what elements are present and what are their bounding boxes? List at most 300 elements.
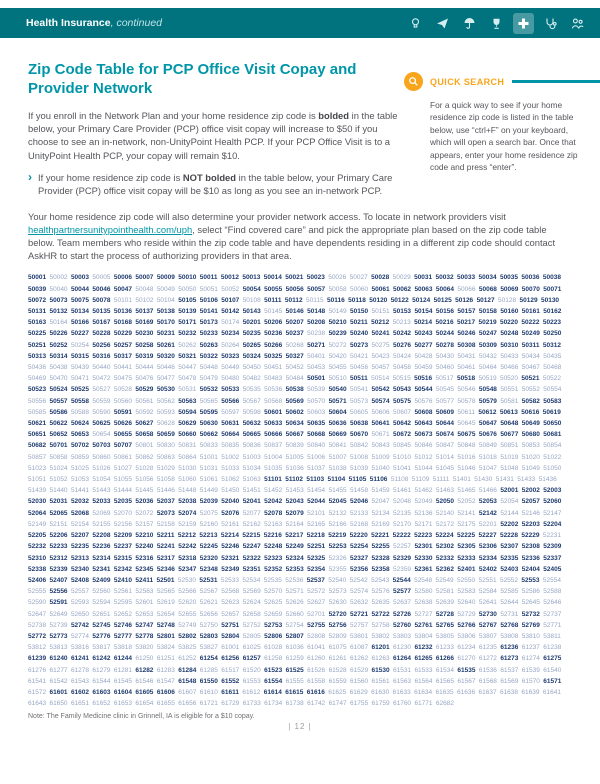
zip-code: 50604 bbox=[328, 408, 347, 416]
zip-code: 50557 bbox=[49, 397, 68, 405]
zip-code: 61284 bbox=[178, 666, 197, 674]
header-section-suffix: , continued bbox=[110, 17, 162, 29]
zip-code: 50064 bbox=[435, 285, 454, 293]
zip-code: 50858 bbox=[49, 453, 68, 461]
zip-code: 52650 bbox=[70, 610, 90, 618]
zip-code: 50273 bbox=[350, 341, 369, 349]
zip-code: 50169 bbox=[135, 319, 154, 327]
header-bar bbox=[0, 8, 600, 38]
zip-code: 50597 bbox=[221, 408, 240, 416]
zip-code: 52750 bbox=[199, 621, 218, 629]
zip-code: 50054 bbox=[242, 285, 261, 293]
zip-code: 51105 bbox=[348, 476, 367, 484]
stethoscope-icon[interactable] bbox=[540, 13, 561, 34]
zip-code: 52551 bbox=[478, 576, 497, 584]
zip-code: 50061 bbox=[371, 285, 390, 293]
zip-code: 50257 bbox=[113, 341, 132, 349]
zip-code: 52340 bbox=[70, 565, 90, 573]
zip-code: 52557 bbox=[70, 588, 90, 596]
zip-code: 50842 bbox=[350, 442, 369, 450]
zip-code: 50670 bbox=[350, 431, 369, 439]
zip-code: 50546 bbox=[457, 386, 476, 394]
zip-code: 50628 bbox=[156, 420, 175, 428]
bullet-item bbox=[28, 171, 400, 197]
zip-code: 51441 bbox=[70, 487, 90, 495]
zip-code: 50151 bbox=[371, 308, 390, 316]
zip-code: 61075 bbox=[328, 644, 347, 652]
zip-code: 50660 bbox=[178, 431, 197, 439]
zip-code: 52767 bbox=[478, 621, 497, 629]
zip-code: 52310 bbox=[28, 554, 47, 562]
zip-code: 52748 bbox=[156, 621, 175, 629]
page-number: | 12 | bbox=[288, 722, 312, 732]
zip-code: 51058 bbox=[156, 476, 175, 484]
zip-code: 50554 bbox=[543, 386, 562, 394]
zip-code: 51061 bbox=[199, 476, 218, 484]
zip-code: 50648 bbox=[500, 420, 519, 428]
zip-code: 52566 bbox=[178, 588, 197, 596]
zip-code: 52166 bbox=[328, 520, 347, 528]
zip-code: 52657 bbox=[221, 610, 240, 618]
zip-code: 50021 bbox=[285, 274, 304, 282]
zip-code: 61555 bbox=[285, 677, 304, 685]
zip-code: 52229 bbox=[521, 532, 540, 540]
zip-code: 50432 bbox=[478, 352, 497, 360]
zip-code: 50649 bbox=[521, 420, 540, 428]
zip-code: 52776 bbox=[92, 632, 111, 640]
zip-code: 52132 bbox=[328, 509, 347, 517]
zip-code: 51035 bbox=[264, 464, 283, 472]
zip-code: 51054 bbox=[92, 476, 111, 484]
zip-code: 50511 bbox=[350, 375, 368, 383]
zip-code: 50609 bbox=[435, 408, 454, 416]
zip-code: 52101 bbox=[307, 509, 326, 517]
zip-code: 50154 bbox=[414, 308, 433, 316]
zip-code: 50150 bbox=[350, 308, 369, 316]
zip-code: 61517 bbox=[221, 666, 240, 674]
zip-code: 50449 bbox=[221, 364, 240, 372]
zip-code: 50843 bbox=[371, 442, 390, 450]
zip-code: 52144 bbox=[500, 509, 519, 517]
zip-code: 51465 bbox=[457, 487, 476, 495]
header-section-name: Health Insurance bbox=[26, 17, 111, 29]
zip-code: 50049 bbox=[156, 285, 175, 293]
zip-code: 61654 bbox=[135, 700, 154, 708]
zip-code: 50156 bbox=[435, 308, 454, 316]
zip-code: 50038 bbox=[542, 274, 561, 282]
zip-code: 53808 bbox=[500, 632, 519, 640]
zip-code: 50420 bbox=[328, 352, 347, 360]
zip-code: 52341 bbox=[92, 565, 111, 573]
zip-code: 50853 bbox=[521, 442, 540, 450]
zip-code: 52406 bbox=[28, 576, 47, 584]
zip-code: 50624 bbox=[70, 420, 90, 428]
zip-code: 50519 bbox=[478, 375, 497, 383]
zip-code: 51444 bbox=[113, 487, 132, 495]
zip-code: 50616 bbox=[521, 408, 540, 416]
zip-code: 52313 bbox=[70, 554, 90, 562]
trophy-icon[interactable] bbox=[486, 13, 507, 34]
zip-code: 51451 bbox=[242, 487, 261, 495]
zip-code: 50040 bbox=[49, 285, 68, 293]
provider-network-link[interactable]: healthpartnersunitypointhealth.com/uph bbox=[28, 223, 193, 235]
zip-code: 50145 bbox=[264, 308, 283, 316]
zip-code: 51022 bbox=[543, 453, 562, 461]
zip-code: 52404 bbox=[521, 565, 540, 573]
zip-code: 50323 bbox=[221, 352, 240, 360]
zip-code: 50433 bbox=[500, 352, 519, 360]
zip-code: 52533 bbox=[220, 576, 239, 584]
zip-code: 50262 bbox=[178, 341, 197, 349]
zip-code: 50220 bbox=[499, 319, 519, 327]
zip-code: 50401 bbox=[307, 352, 326, 360]
zip-code: 51007 bbox=[328, 453, 347, 461]
zip-code: 61244 bbox=[113, 655, 132, 663]
zip-code: 50664 bbox=[221, 431, 240, 439]
chevron-bullet-icon: › bbox=[28, 170, 32, 185]
zip-code: 51053 bbox=[70, 476, 90, 484]
zip-code: 52333 bbox=[457, 554, 476, 562]
zip-code: 52722 bbox=[371, 610, 390, 618]
zip-code: 51039 bbox=[350, 464, 369, 472]
zip-code: 51436 bbox=[538, 476, 557, 484]
zip-code: 51014 bbox=[435, 453, 454, 461]
zip-code: 61260 bbox=[307, 655, 326, 663]
zip-code: 52248 bbox=[264, 543, 283, 551]
zip-code: 61542 bbox=[49, 677, 68, 685]
zip-code: 50556 bbox=[28, 397, 47, 405]
zip-code: 61526 bbox=[307, 666, 326, 674]
zip-code: 52064 bbox=[28, 509, 47, 517]
zip-code: 52544 bbox=[392, 576, 411, 584]
zip-code: 52585 bbox=[500, 588, 519, 596]
zip-code: 50458 bbox=[392, 364, 412, 372]
zip-code: 61273 bbox=[500, 655, 519, 663]
zip-code: 50516 bbox=[414, 375, 433, 383]
zip-code: 50249 bbox=[521, 330, 540, 338]
zip-code: 61554 bbox=[264, 677, 283, 685]
zip-code: 50681 bbox=[543, 431, 562, 439]
zip-code: 50072 bbox=[28, 296, 47, 304]
zip-code: 52245 bbox=[199, 543, 218, 551]
zip-code: 52240 bbox=[135, 543, 154, 551]
zip-code: 50665 bbox=[242, 431, 261, 439]
zip-code: 52361 bbox=[414, 565, 433, 573]
zip-code: 52246 bbox=[221, 543, 240, 551]
zip-code: 52766 bbox=[457, 621, 476, 629]
zip-code: 61603 bbox=[92, 688, 111, 696]
zip-code: 50012 bbox=[220, 274, 239, 282]
zip-code: 50619 bbox=[542, 408, 561, 416]
zip-code: 52330 bbox=[414, 554, 433, 562]
zip-code: 52760 bbox=[392, 621, 412, 629]
zip-code: 51041 bbox=[392, 464, 412, 472]
zip-code: 52777 bbox=[113, 632, 132, 640]
zip-code: 51056 bbox=[135, 476, 154, 484]
zip-code: 61625 bbox=[328, 688, 347, 696]
zip-code: 51036 bbox=[285, 464, 304, 472]
zip-code: 50322 bbox=[199, 352, 218, 360]
zip-code: 52561 bbox=[113, 588, 132, 596]
zip-code: 52534 bbox=[242, 576, 261, 584]
zip-code: 50122 bbox=[390, 296, 409, 304]
zip-code: 52751 bbox=[221, 621, 240, 629]
zip-code: 52249 bbox=[285, 543, 304, 551]
zip-code: 61232 bbox=[414, 644, 433, 652]
zip-code: 52543 bbox=[371, 576, 390, 584]
zip-code: 50581 bbox=[500, 397, 519, 405]
zip-code: 61633 bbox=[392, 688, 411, 696]
lightbulb-icon[interactable] bbox=[405, 13, 426, 34]
zip-code: 61571 bbox=[543, 677, 562, 685]
zip-code: 51044 bbox=[414, 464, 433, 472]
zip-code: 50026 bbox=[328, 274, 347, 282]
zip-code: 52732 bbox=[521, 610, 540, 618]
zip-code: 52746 bbox=[113, 621, 132, 629]
zip-code: 50531 bbox=[178, 386, 197, 394]
zip-code: 52624 bbox=[242, 599, 261, 607]
zip-code: 61028 bbox=[264, 644, 283, 652]
zip-code: 61282 bbox=[135, 666, 154, 674]
zip-code: 52765 bbox=[435, 621, 454, 629]
zip-code: 61738 bbox=[285, 700, 304, 708]
zip-code: 52149 bbox=[28, 520, 47, 528]
zip-code: 52346 bbox=[156, 565, 175, 573]
zip-code: 50102 bbox=[135, 296, 154, 304]
zip-code: 62682 bbox=[435, 700, 454, 708]
zip-code: 52806 bbox=[264, 632, 283, 640]
zip-code: 50271 bbox=[307, 341, 326, 349]
zip-code: 52580 bbox=[414, 588, 433, 596]
zip-code: 61636 bbox=[457, 688, 476, 696]
zip-code: 50459 bbox=[414, 364, 433, 372]
umbrella-icon[interactable] bbox=[459, 13, 480, 34]
zip-code: 50311 bbox=[521, 341, 540, 349]
zip-code: 61250 bbox=[135, 655, 154, 663]
zip-code: 52405 bbox=[543, 565, 562, 573]
zip-code: 50456 bbox=[350, 364, 369, 372]
family-icon[interactable] bbox=[567, 13, 588, 34]
zip-code: 52721 bbox=[350, 610, 369, 618]
zip-code: 50674 bbox=[435, 431, 454, 439]
zip-code: 50653 bbox=[70, 431, 90, 439]
zip-code: 50051 bbox=[199, 285, 218, 293]
zip-code: 61266 bbox=[435, 655, 454, 663]
zip-code: 50533 bbox=[221, 386, 240, 394]
zip-code: 50588 bbox=[70, 408, 90, 416]
zip-code: 50530 bbox=[156, 386, 175, 394]
zip-code: 50266 bbox=[264, 341, 283, 349]
zip-code: 52729 bbox=[457, 610, 476, 618]
zip-code: 52569 bbox=[242, 588, 261, 596]
zip-code: 52070 bbox=[113, 509, 132, 517]
zip-code: 50854 bbox=[543, 442, 562, 450]
zip-code: 52221 bbox=[371, 532, 390, 540]
zip-code: 52038 bbox=[178, 498, 197, 506]
zip-code: 50634 bbox=[285, 420, 304, 428]
zip-code: 52324 bbox=[285, 554, 304, 562]
zip-code: 50060 bbox=[350, 285, 369, 293]
paper-plane-icon[interactable] bbox=[432, 13, 453, 34]
zip-code: 61616 bbox=[306, 688, 325, 696]
zip-code: 50035 bbox=[499, 274, 519, 282]
zip-code: 52637 bbox=[392, 599, 412, 607]
zip-code: 50544 bbox=[414, 386, 433, 394]
zip-code: 50075 bbox=[70, 296, 90, 304]
zip-code: 52052 bbox=[457, 498, 476, 506]
zip-code: 52359 bbox=[392, 565, 412, 573]
zip-code: 52156 bbox=[113, 520, 132, 528]
zip-code: 52660 bbox=[285, 610, 304, 618]
zip-code: 50441 bbox=[113, 364, 132, 372]
zip-code: 52756 bbox=[328, 621, 347, 629]
zip-code: 52351 bbox=[242, 565, 261, 573]
zip-code: 50070 bbox=[521, 285, 540, 293]
zip-code: 50272 bbox=[328, 341, 347, 349]
zip-code: 51101 bbox=[264, 476, 282, 484]
zip-code: 51431 bbox=[495, 476, 514, 484]
zip-code: 50229 bbox=[113, 330, 132, 338]
zip-code: 52329 bbox=[392, 554, 412, 562]
zip-code: 50561 bbox=[135, 397, 154, 405]
zip-code: 51458 bbox=[350, 487, 369, 495]
zip-code: 52305 bbox=[457, 543, 476, 551]
zip-code: 61278 bbox=[70, 666, 90, 674]
zip-code: 50830 bbox=[156, 442, 175, 450]
zip-code: 52542 bbox=[349, 576, 368, 584]
zip-code: 51443 bbox=[92, 487, 111, 495]
zip-code: 52574 bbox=[350, 588, 369, 596]
zip-code: 50601 bbox=[264, 408, 283, 416]
zip-code: 52754 bbox=[285, 621, 304, 629]
zip-code: 52225 bbox=[457, 532, 476, 540]
zip-code: 52209 bbox=[113, 532, 132, 540]
zip-code: 50847 bbox=[435, 442, 454, 450]
zip-code: 52140 bbox=[435, 509, 454, 517]
zip-code: 50545 bbox=[435, 386, 454, 394]
zip-code: 50680 bbox=[521, 431, 540, 439]
zip-code: 52068 bbox=[70, 509, 90, 517]
zip-code: 61540 bbox=[543, 666, 562, 674]
zip-code: 51004 bbox=[264, 453, 283, 461]
zip-code: 50128 bbox=[498, 296, 517, 304]
zip-code: 50073 bbox=[49, 296, 68, 304]
zip-code: 50254 bbox=[70, 341, 90, 349]
zip-code: 50436 bbox=[28, 364, 47, 372]
zip-code: 52321 bbox=[221, 554, 240, 562]
zip-code: 50801 bbox=[135, 442, 154, 450]
zip-code: 52761 bbox=[414, 621, 433, 629]
zip-code: 61285 bbox=[199, 666, 218, 674]
zip-code: 50532 bbox=[199, 386, 218, 394]
zip-code: 52409 bbox=[92, 576, 111, 584]
zip-code: 52649 bbox=[49, 610, 68, 618]
zip-code: 53820 bbox=[135, 644, 154, 652]
zip-code: 51048 bbox=[500, 464, 519, 472]
zip-code: 51025 bbox=[70, 464, 90, 472]
zip-code: 50605 bbox=[350, 408, 369, 416]
zip-code: 50851 bbox=[500, 442, 519, 450]
zip-code: 61653 bbox=[113, 700, 132, 708]
zip-code: 50470 bbox=[49, 375, 68, 383]
zip-code: 50062 bbox=[392, 285, 412, 293]
zip-code: 50668 bbox=[307, 431, 326, 439]
zip-code: 52573 bbox=[328, 588, 347, 596]
zip-code: 53806 bbox=[457, 632, 476, 640]
zip-code: 50864 bbox=[178, 453, 197, 461]
zip-code: 52658 bbox=[242, 610, 261, 618]
zip-code: 51012 bbox=[414, 453, 433, 461]
zip-code: 50031 bbox=[414, 274, 433, 282]
zip-code: 50548 bbox=[478, 386, 497, 394]
zip-code: 52728 bbox=[435, 610, 454, 618]
zip-code: 61087 bbox=[350, 644, 369, 652]
zip-code: 52001 bbox=[500, 487, 519, 495]
zip-code: 51024 bbox=[49, 464, 68, 472]
zip-code: 50438 bbox=[49, 364, 68, 372]
zip-code: 61279 bbox=[92, 666, 111, 674]
zip-code: 50464 bbox=[478, 364, 497, 372]
zip-code: 50223 bbox=[542, 319, 561, 327]
zip-code: 50535 bbox=[242, 386, 261, 394]
zip-code: 50250 bbox=[543, 330, 562, 338]
zip-code: 50238 bbox=[307, 330, 326, 338]
zip-code: 52161 bbox=[221, 520, 240, 528]
zip-code: 52172 bbox=[435, 520, 454, 528]
zip-code: 52555 bbox=[28, 588, 47, 596]
zip-code: 52727 bbox=[414, 610, 433, 618]
zip-code: 50325 bbox=[264, 352, 283, 360]
zip-code: 50453 bbox=[307, 364, 326, 372]
zip-code: 50313 bbox=[28, 352, 47, 360]
medical-cross-icon[interactable] bbox=[513, 13, 534, 34]
zip-code: 52033 bbox=[92, 498, 111, 506]
zip-code: 50659 bbox=[156, 431, 175, 439]
zip-code: 51455 bbox=[328, 487, 347, 495]
zip-code: 61238 bbox=[543, 644, 562, 652]
zip-code: 61651 bbox=[70, 700, 90, 708]
zip-code: 50241 bbox=[371, 330, 390, 338]
zip-code: 50860 bbox=[92, 453, 111, 461]
zip-code: 52323 bbox=[264, 554, 283, 562]
zip-code: 52354 bbox=[307, 565, 326, 573]
zip-code: 50028 bbox=[371, 274, 390, 282]
zip-code: 53807 bbox=[478, 632, 497, 640]
zip-code: 51450 bbox=[221, 487, 240, 495]
network-text-1: Your home residence zip code will also determine your provider network access. To locate in network providers visit bbox=[28, 210, 506, 222]
zip-code: 51459 bbox=[371, 487, 390, 495]
zip-code: 52031 bbox=[49, 498, 68, 506]
zip-code: 50034 bbox=[478, 274, 497, 282]
zip-code: 52042 bbox=[264, 498, 283, 506]
zip-code: 61264 bbox=[392, 655, 412, 663]
intro-text-pre: If you enroll in the Network Plan and your home residence zip code is bbox=[28, 110, 319, 121]
zip-code: 61572 bbox=[28, 688, 47, 696]
zip-code: 52774 bbox=[70, 632, 90, 640]
zip-code: 50613 bbox=[499, 408, 518, 416]
zip-code: 61655 bbox=[156, 700, 175, 708]
zip-code: 52207 bbox=[70, 532, 90, 540]
zip-code: 50124 bbox=[412, 296, 431, 304]
zip-code: 50477 bbox=[156, 375, 175, 383]
zip-code: 52347 bbox=[178, 565, 197, 573]
zip-code: 61629 bbox=[349, 688, 368, 696]
zip-code: 52620 bbox=[178, 599, 197, 607]
zip-code: 53827 bbox=[199, 644, 218, 652]
zip-code: 50424 bbox=[392, 352, 412, 360]
zip-code: 52804 bbox=[221, 632, 240, 640]
zip-code: 51461 bbox=[392, 487, 412, 495]
